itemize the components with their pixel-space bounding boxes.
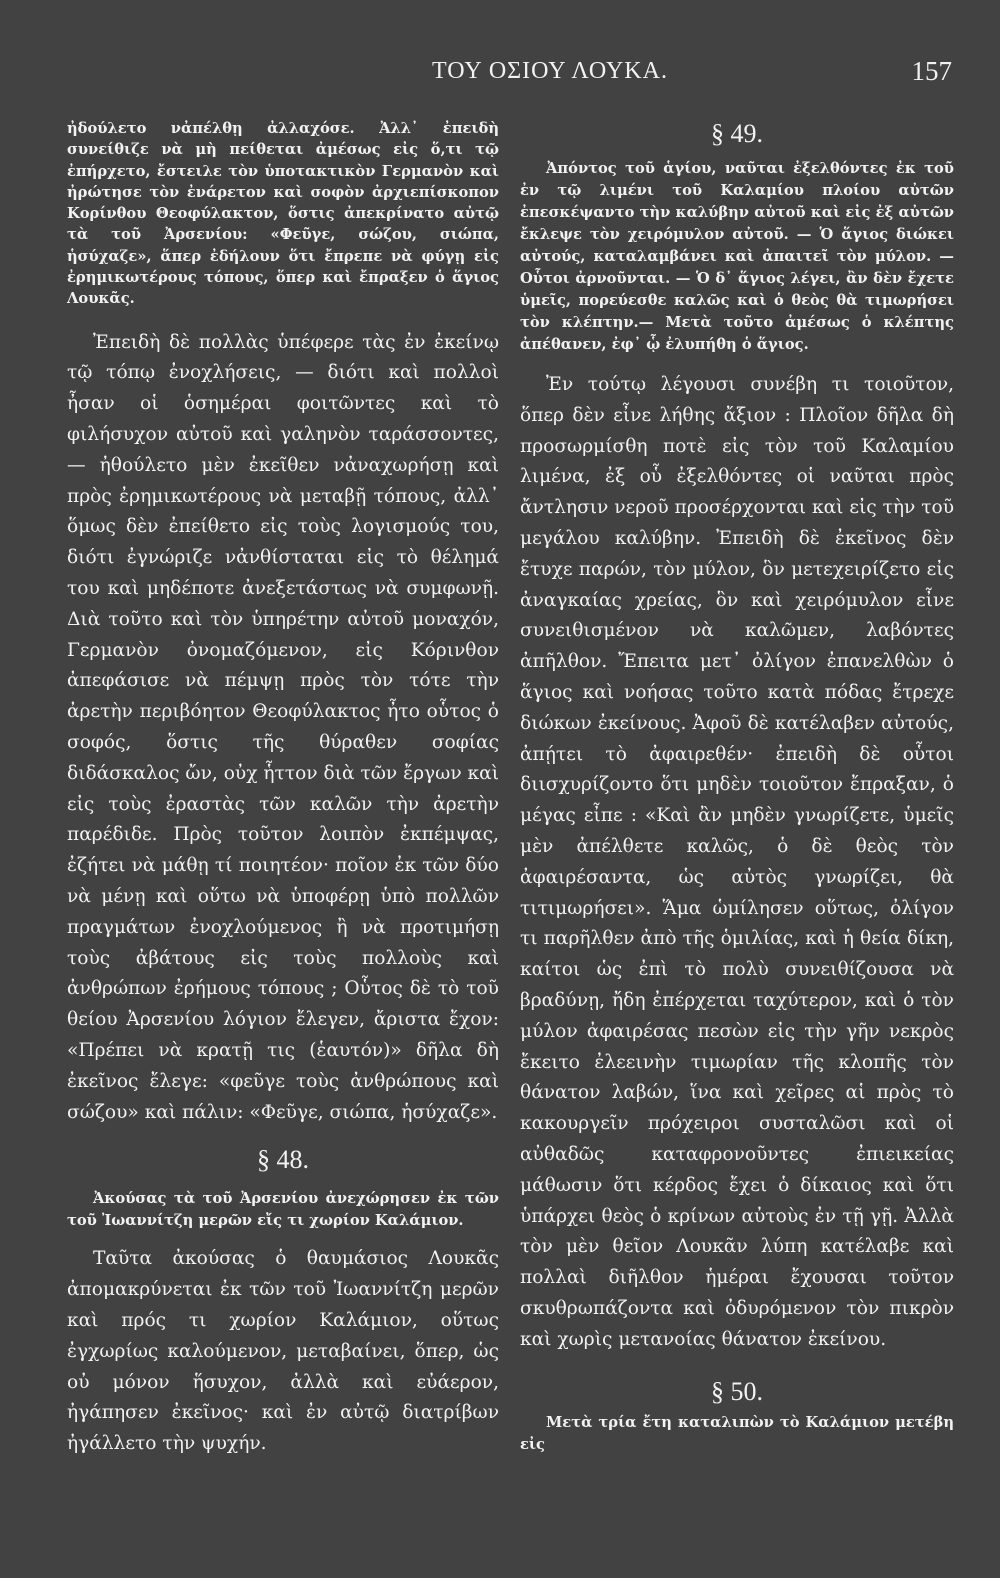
paragraph: Ἐπειδὴ δὲ πολλὰς ὑπέφερε τὰς ἐν ἐκείνῳ τῷ τόπῳ ἐνοχλήσεις, — διότι καὶ πολλοὶ ἦσαν οἱ ὁσημέραι φοιτῶντες καὶ τὸ φιλήσυχον αὐτοῦ καὶ γαληνὸν ταράσσοντες,— ἠθούλετο μὲν ἐκεῖθεν νἀναχωρήσῃ καὶ πρὸς ἐρημικωτέρους νὰ μεταβῇ τόπους, ἀλλ᾽ ὅμως δὲν ἐπείθετο εἰς τοὺς λογισμούς του, διότι ἐγνώριζε νἀνθίσταται εἰς τὸ θέλημά του καὶ μηδέποτε ἀνεξετάστως νὰ συμφωνῇ. Διὰ τοῦτο καὶ τὸν ὑπηρέτην αὐτοῦ μοναχόν, Γερμανὸν ὀνομαζόμενον, εἰς Κόρινθον ἀπεφάσισε νὰ πέμψῃ πρὸς τὸν τότε τὴν ἀρετὴν περιβόητον Θεοφύλακτος ἦτο οὗτος ὁ σοφός, ὅστις τῆς θύραθεν σοφίας διδάσκαλος ὤν, οὐχ ἧττον διὰ τῶν ἔργων καὶ εἰς τοὺς ἐραστὰς τῶν καλῶν τὴν ἀρετὴν παρέδιδε. Πρὸς τοῦτον λοιπὸν ἐκπέμψας, ἐζήτει νὰ μάθῃ τί ποιητέον· ποῖον ἐκ τῶν δύο νὰ μένῃ καὶ οὕτω νὰ ὑποφέρῃ ὑπὸ πολλῶν πραγμάτων ἐνοχλούμενος ἢ νὰ προτιμήσῃ τοὺς ἀβάτους εἰς τοὺς πολλοὺς καὶ ἀνθρώπων ἐρήμους τόπους ; Οὗτος δὲ τὸ τοῦ θείου Ἀρσενίου λόγιον ἔλεγεν, ἄριστα ἔχον: «Πρέπει νὰ κρατῇ τις (ἑαυτόν)» δῆλα δὴ ἐκεῖνος ἔλεγε: «φεῦγε τοὺς ἀνθρώπους καὶ σώζου» καὶ πάλιν: «Φεῦγε, σιώπα, ἡσύχαζε». [67,331,499,1123]
left-column [67,118,499,1460]
section-summary-50: Μετὰ τρία ἔτη καταλιπὼν τὸ Καλάμιον μετέβη εἰς [520,1413,954,1453]
paragraph: Ταῦτα ἀκούσας ὁ θαυμάσιος Λουκᾶς ἀπομακρύνεται ἐκ τῶν τοῦ Ἰωαννίτζη μερῶν καὶ πρός τι χωρίον Καλάμιον, οὕτως ἐγχωρίως καλούμενον, μεταβαίνει, ὅπερ, ὡς οὐ μόνον ἥσυχον, ἀλλὰ καὶ εὐάερον, ἠγάπησεν ἐκεῖνος· καὶ ἐν αὐτῷ διατρίβων ἠγάλλετο τὴν ψυχήν. [67,1248,499,1455]
running-head: ΤΟΥ ΟΣΙΟΥ ΛΟΥΚΑ. [432,58,668,84]
section-heading-49: § 49. [711,119,763,148]
section-summary-49: Ἀπόντος τοῦ ἁγίου, ναῦται ἐξελθόντες ἐκ τοῦ ἐν τῷ λιμένι τοῦ Καλαμίου πλοίου αὐτῶν ἐπεσκέψαντο τὴν καλύβην αὐτοῦ καὶ εἰς ἐξ αὐτῶν ἔκλεψε τὸν χειρόμυλον αὐτοῦ. — Ὁ ἅγιος διώκει αὐτούς, καταλαμβάνει καὶ ἀπαιτεῖ τὸν μύλον. — Οὗτοι ἀρνοῦνται. — Ὁ δ᾽ ἅγιος λέγει, ἂν δὲν ἔχετε ὑμεῖς, πορεύεσθε καλῶς καὶ ὁ θεὸς θὰ τιμωρήσει τὸν κλέπτην.— Μετὰ τοῦτο ἀμέσως ὁ κλέπτης ἀπέθανεν, ἐφ᾽ ᾧ ἐλυπήθη ὁ ἅγιος. [520,160,954,353]
section-heading-50: § 50. [711,1376,763,1406]
page-number: 157 [911,56,952,86]
right-column [520,118,954,1456]
paragraph: Ἐν τούτῳ λέγουσι συνέβη τι τοιοῦτον, ὅπερ δὲν εἶνε λήθης ἄξιον : Πλοῖον δῆλα δὴ προσωρμίσθη ποτὲ εἰς τὸν τοῦ Καλαμίου λιμένα, ἐξ οὗ ἐξελθόντες οἱ ναῦται πρὸς ἄντλησιν νεροῦ προσέρχονται καὶ εἰς τὴν τοῦ μεγάλου καλύβην. Ἐπειδὴ δὲ ἐκεῖνος δὲν ἔτυχε παρών, τὸν μύλον, ὃν μετεχειρίζετο εἰς ἀναγκαίας χρείας, ὃν καὶ χειρόμυλον εἶνε συνειθισμένον νὰ καλῶμεν, λαβόντες ἀπῆλθον. Ἔπειτα μετ᾽ ὀλίγον ἐπανελθὼν ὁ ἅγιος καὶ νοήσας τοῦτο κατὰ πόδας ἔτρεχε διώκων ἐκείνους. Ἀφοῦ δὲ κατέλαβεν αὐτούς, ἀπῄτει τὸ ἀφαιρεθέν· ἐπειδὴ δὲ οὗτοι διισχυρίζοντο ὅτι μηδὲν τοιοῦτον ἔπραξαν, ὁ μέγας εἶπε : «Καὶ ἂν μηδὲν γνωρίζετε, ὑμεῖς μὲν ἀπέλθετε καλῶς, ὁ δὲ θεὸς τὸν ἀφαιρέσαντα, ὡς αὐτὸς γνωρίζει, θὰ τιτιμωρήσει». Ἅμα ὡμίλησεν οὕτως, ὀλίγον τι παρῆλθεν ἀπὸ τῆς ὁμιλίας, καὶ ἡ θεία δίκη, καίτοι ὡς ἐπὶ τὸ πολὺ συνειθίζουσα νὰ βραδύνῃ, ἤδη ἐπέρχεται ταχύτερον, καὶ ὁ τὸν μύλον ἀφαιρέσας πεσὼν εἰς τὴν γῆν νεκρὸς ἔκειτο ἐλεεινὴν τιμωρίαν τῆς κλοπῆς τὸν θάνατον λαβών, ἵνα καὶ χεῖρες αἱ πρὸς τὸ κακουργεῖν πρόχειροι συσταλῶσι καὶ οἱ αὐθαδῶς καταφρονοῦντες ἐπιεικείας μάθωσιν ὅτι κέρδος ἔχει ὁ δίκαιος καὶ ὅτι ὑπάρχει θεὸς ὁ κρίνων αὐτοὺς ἐν τῇ γῇ. Ἀλλὰ τὸν μὲν θεῖον Λουκᾶν λύπη κατέλαβε καὶ πολλαὶ διῆλθον ἡμέραι ἔχουσαι τοῦτον σκυθρωπάζοντα καὶ ὀδυρόμενον τὸν πικρὸν καὶ χωρὶς μετανοίας θάνατον ἐκείνου. [520,374,955,1350]
section-heading-48: § 48. [257,1145,309,1175]
footnote-continuation: ἠδούλετο νἀπέλθῃ ἀλλαχόσε. Ἀλλ᾽ ἐπειδὴ συνείθιζε νὰ μὴ πείθεται ἀμέσως εἰς ὅ,τι τῷ ἐπήρχετο, ἔστειλε τὸν ὑποτακτικὸν Γερμανὸν καὶ ἠρώτησε τὸν ἐνάρετον καὶ σοφὸν ἀρχιεπίσκοπον Κορίνθου Θεοφύλακτον, ὅστις ἀπεκρίνατο αὐτῷ τὰ τοῦ Ἀρσενίου: «Φεῦγε, σώζου, σιώπα, ἡσύχαζε», ἅπερ ἐδήλουν ὅτι ἔπρεπε νὰ φύγῃ εἰς ἐρημικωτέρους τόπους, ὅπερ καὶ ἔπραξεν ὁ ἅγιος Λουκᾶς. [67,120,499,308]
section-summary-48: Ἀκούσας τὰ τοῦ Ἀρσενίου ἀνεχώρησεν ἐκ τῶν τοῦ Ἰωαννίτζη μερῶν εἴς τι χωρίον Καλάμιον. [67,1190,499,1230]
